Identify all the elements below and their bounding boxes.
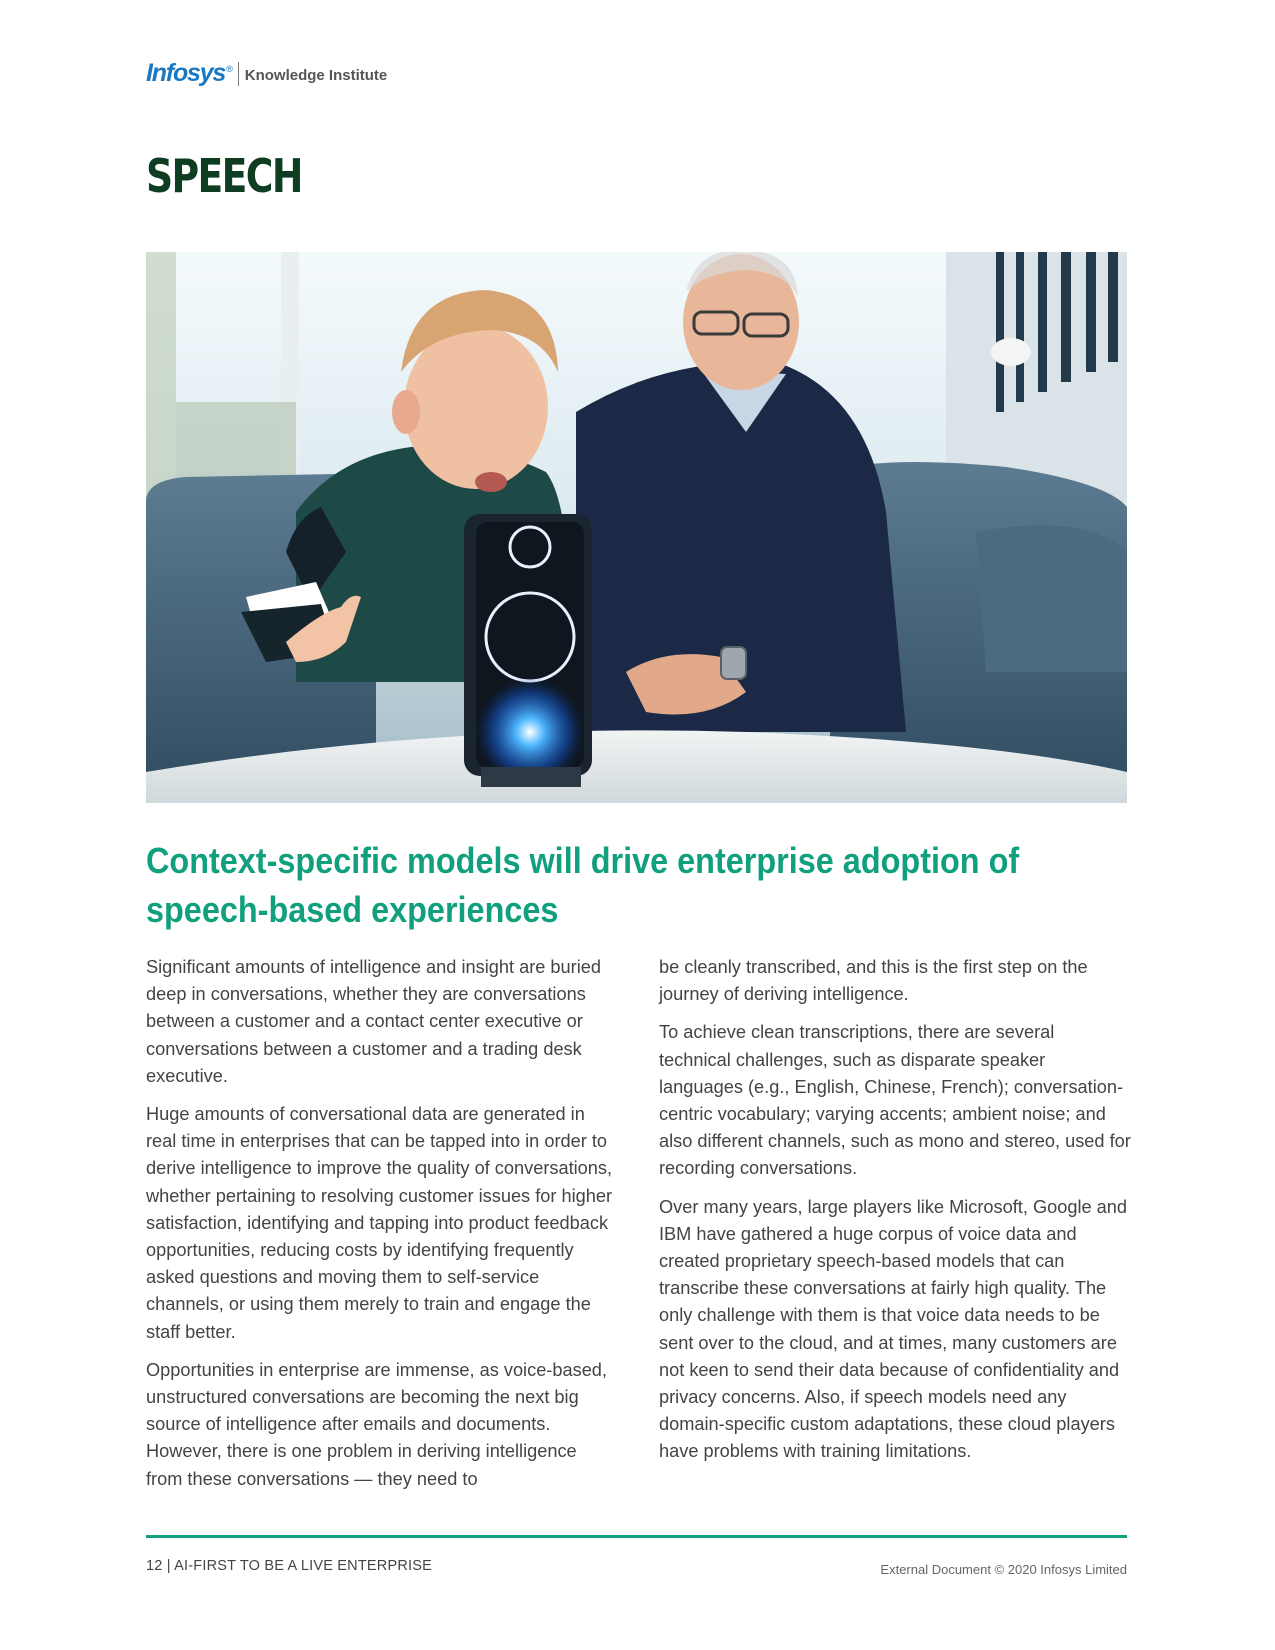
footer-page-label: 12 | AI-FIRST TO BE A LIVE ENTERPRISE xyxy=(146,1558,432,1574)
registered-mark: ® xyxy=(226,64,233,74)
brand-name: Infosys xyxy=(146,59,226,87)
body-column-left xyxy=(146,954,618,1504)
paragraph: Significant amounts of intelligence and insight are buried deep in conversations, whether they are conversations between a customer and a contact center executive or conversations between a customer and a trading desk executive. xyxy=(146,957,601,1086)
logo-divider xyxy=(238,62,239,86)
hero-image xyxy=(146,252,1127,803)
paragraph: Huge amounts of conversational data are generated in real time in enterprises that can be tapped into in order to derive intelligence to improve the quality of conversations, whether pertaining to resolving customer issues for higher satisfaction, identifying and tapping into product feedback opportunities, reducing costs by identifying frequently asked questions and moving them to self-service channels, or using them merely to train and engage the staff better. xyxy=(146,1104,613,1342)
section-title: SPEECH xyxy=(146,149,302,203)
subbrand-name: Knowledge Institute xyxy=(244,67,388,84)
infosys-knowledge-institute-logo xyxy=(146,56,387,86)
paragraph: Opportunities in enterprise are immense, as voice-based, unstructured conversations are becoming the next big source of intelligence after emails and documents. However, there is one problem in deriving intelligence from these conversations — they need to xyxy=(146,1359,607,1489)
article-headline: Context-specific models will drive enterprise adoption of speech-based experiences xyxy=(146,840,1020,930)
footer-copyright: External Document © 2020 Infosys Limited xyxy=(880,1562,1127,1577)
paragraph: Over many years, large players like Microsoft, Google and IBM have gathered a huge corpus of voice data and created proprietary speech-based models that can transcribe these conversations at fairly high quality. The only challenge with them is that voice data needs to be sent over to the cloud, and at times, many customers are not keen to send their data because of confidentiality and privacy concerns. Also, if speech models need any domain-specific custom adaptations, these cloud players have problems with training limitations. xyxy=(659,1196,1128,1462)
body-column-right xyxy=(659,954,1131,1477)
footer-divider xyxy=(146,1535,1127,1538)
photo-child-and-grandfather-with-smart-speaker-icon xyxy=(146,252,1127,803)
paragraph: be cleanly transcribed, and this is the first step on the journey of deriving intelligence. xyxy=(659,957,1088,1005)
paragraph: To achieve clean transcriptions, there are several technical challenges, such as disparate speaker languages (e.g., English, Chinese, French); conversation-centric vocabulary; varying accents; ambient noise; and also different channels, such as mono and stereo, used for recording conversations. xyxy=(659,1022,1131,1179)
